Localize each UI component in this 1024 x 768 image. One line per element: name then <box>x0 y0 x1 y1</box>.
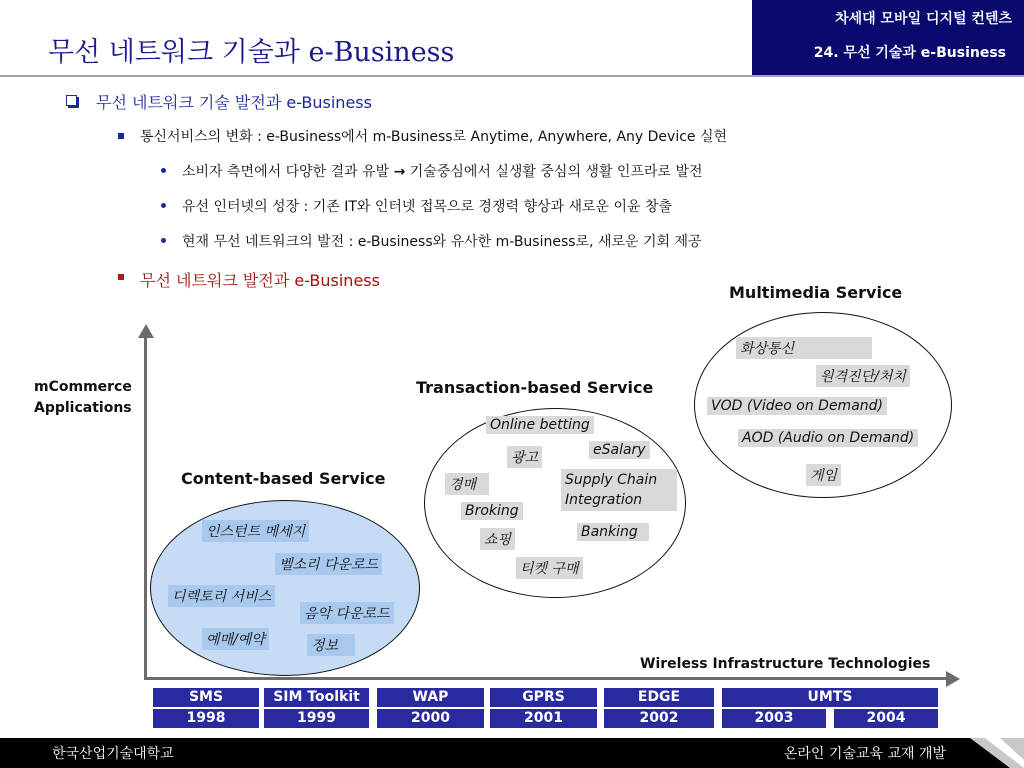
chapter-title: 24. 무선 기술과 e-Business <box>813 45 1006 61</box>
header-divider <box>0 75 1024 77</box>
tech-sim-toolkit: SIM Toolkit <box>264 688 369 707</box>
transaction-item: Online betting <box>486 416 594 434</box>
outline-sub-2: 유선 인터넷의 성장 : 기존 IT와 인터넷 접목으로 경쟁력 향상과 새로운 이윤 창출 <box>182 199 673 215</box>
multimedia-item: 게임 <box>806 464 841 486</box>
y-axis-label-line-1: mCommerce <box>34 379 132 395</box>
dot-bullet-icon <box>161 238 166 243</box>
y-axis-arrow-icon <box>138 324 154 338</box>
tech-sms: SMS <box>153 688 259 707</box>
x-axis-arrow-icon <box>946 671 960 687</box>
multimedia-item: AOD (Audio on Demand) <box>738 429 918 447</box>
tech-edge: EDGE <box>604 688 714 707</box>
x-axis-label: Wireless Infrastructure Technologies <box>640 656 931 672</box>
dot-bullet-icon <box>161 203 166 208</box>
tech-wap: WAP <box>377 688 484 707</box>
outline-sub-1 <box>182 161 703 181</box>
tech-gprs: GPRS <box>490 688 597 707</box>
content-item: 벨소리 다운로드 <box>275 553 382 575</box>
transaction-item: Banking <box>577 523 649 541</box>
x-axis <box>144 677 950 680</box>
square-bullet-icon <box>118 133 124 139</box>
content-service-title: Content-based Service <box>181 469 386 488</box>
transaction-item: 티켓 구매 <box>516 557 583 579</box>
transaction-service-title: Transaction-based Service <box>416 378 654 397</box>
multimedia-service-title: Multimedia Service <box>729 283 903 302</box>
transaction-item-supply-chain <box>561 469 677 511</box>
outline-item-1: 통신서비스의 변화 : e-Business에서 m-Business로 Anytime, Anywhere, Any Device 실현 <box>140 129 728 145</box>
footer-right-text: 온라인 기술교육 교재 개발 <box>783 746 946 762</box>
checkbox-bullet-icon <box>66 95 77 106</box>
multimedia-item: VOD (Video on Demand) <box>707 397 887 415</box>
transaction-item: Broking <box>461 502 523 520</box>
transaction-item-line: Supply Chain <box>565 472 658 488</box>
multimedia-item: 원격진단/처치 <box>816 365 910 387</box>
content-item: 인스턴트 메세지 <box>202 520 309 542</box>
outline-heading-2: 무선 네트워크 발전과 e-Business <box>140 271 380 290</box>
year-cell: 2000 <box>377 709 484 728</box>
y-axis <box>144 336 147 680</box>
square-bullet-icon <box>118 274 124 280</box>
year-cell: 2002 <box>604 709 714 728</box>
year-cell: 1998 <box>153 709 259 728</box>
transaction-item: 광고 <box>507 446 542 468</box>
outline-sub-1-head: 소비자 측면에서 다양한 결과 유발 <box>182 164 390 180</box>
year-cell: 2003 <box>722 709 826 728</box>
year-cell: 2001 <box>490 709 597 728</box>
content-item: 디렉토리 서비스 <box>168 585 275 607</box>
footer-left-text: 한국산업기술대학교 <box>52 746 174 762</box>
outline-heading-1: 무선 네트워크 기술 발전과 e-Business <box>96 93 372 112</box>
transaction-item: 쇼핑 <box>480 528 515 550</box>
year-cell: 2004 <box>834 709 938 728</box>
y-axis-label <box>34 377 132 419</box>
outline-sub-1-tail: 기술중심에서 실생활 중심의 생활 인프라로 발전 <box>409 164 703 180</box>
tech-umts: UMTS <box>722 688 938 707</box>
page-title: 무선 네트워크 기술과 e-Business <box>48 37 455 68</box>
content-item: 정보 <box>307 634 355 656</box>
course-title: 차세대 모바일 디지털 컨텐츠 <box>835 11 1012 27</box>
content-item: 음악 다운로드 <box>300 602 394 624</box>
outline-sub-3: 현재 무선 네트워크의 발전 : e-Business와 유사한 m-Business로, 새로운 기회 제공 <box>182 234 702 250</box>
arrow-right-icon: → <box>393 164 406 180</box>
multimedia-item: 화상통신 <box>736 337 872 359</box>
y-axis-label-line-2: Applications <box>34 400 132 416</box>
transaction-item: 경매 <box>445 473 489 495</box>
content-item: 예매/예약 <box>202 628 269 650</box>
transaction-item-line: Integration <box>565 492 643 508</box>
transaction-item: eSalary <box>589 441 650 459</box>
dot-bullet-icon <box>161 168 166 173</box>
year-cell: 1999 <box>264 709 369 728</box>
